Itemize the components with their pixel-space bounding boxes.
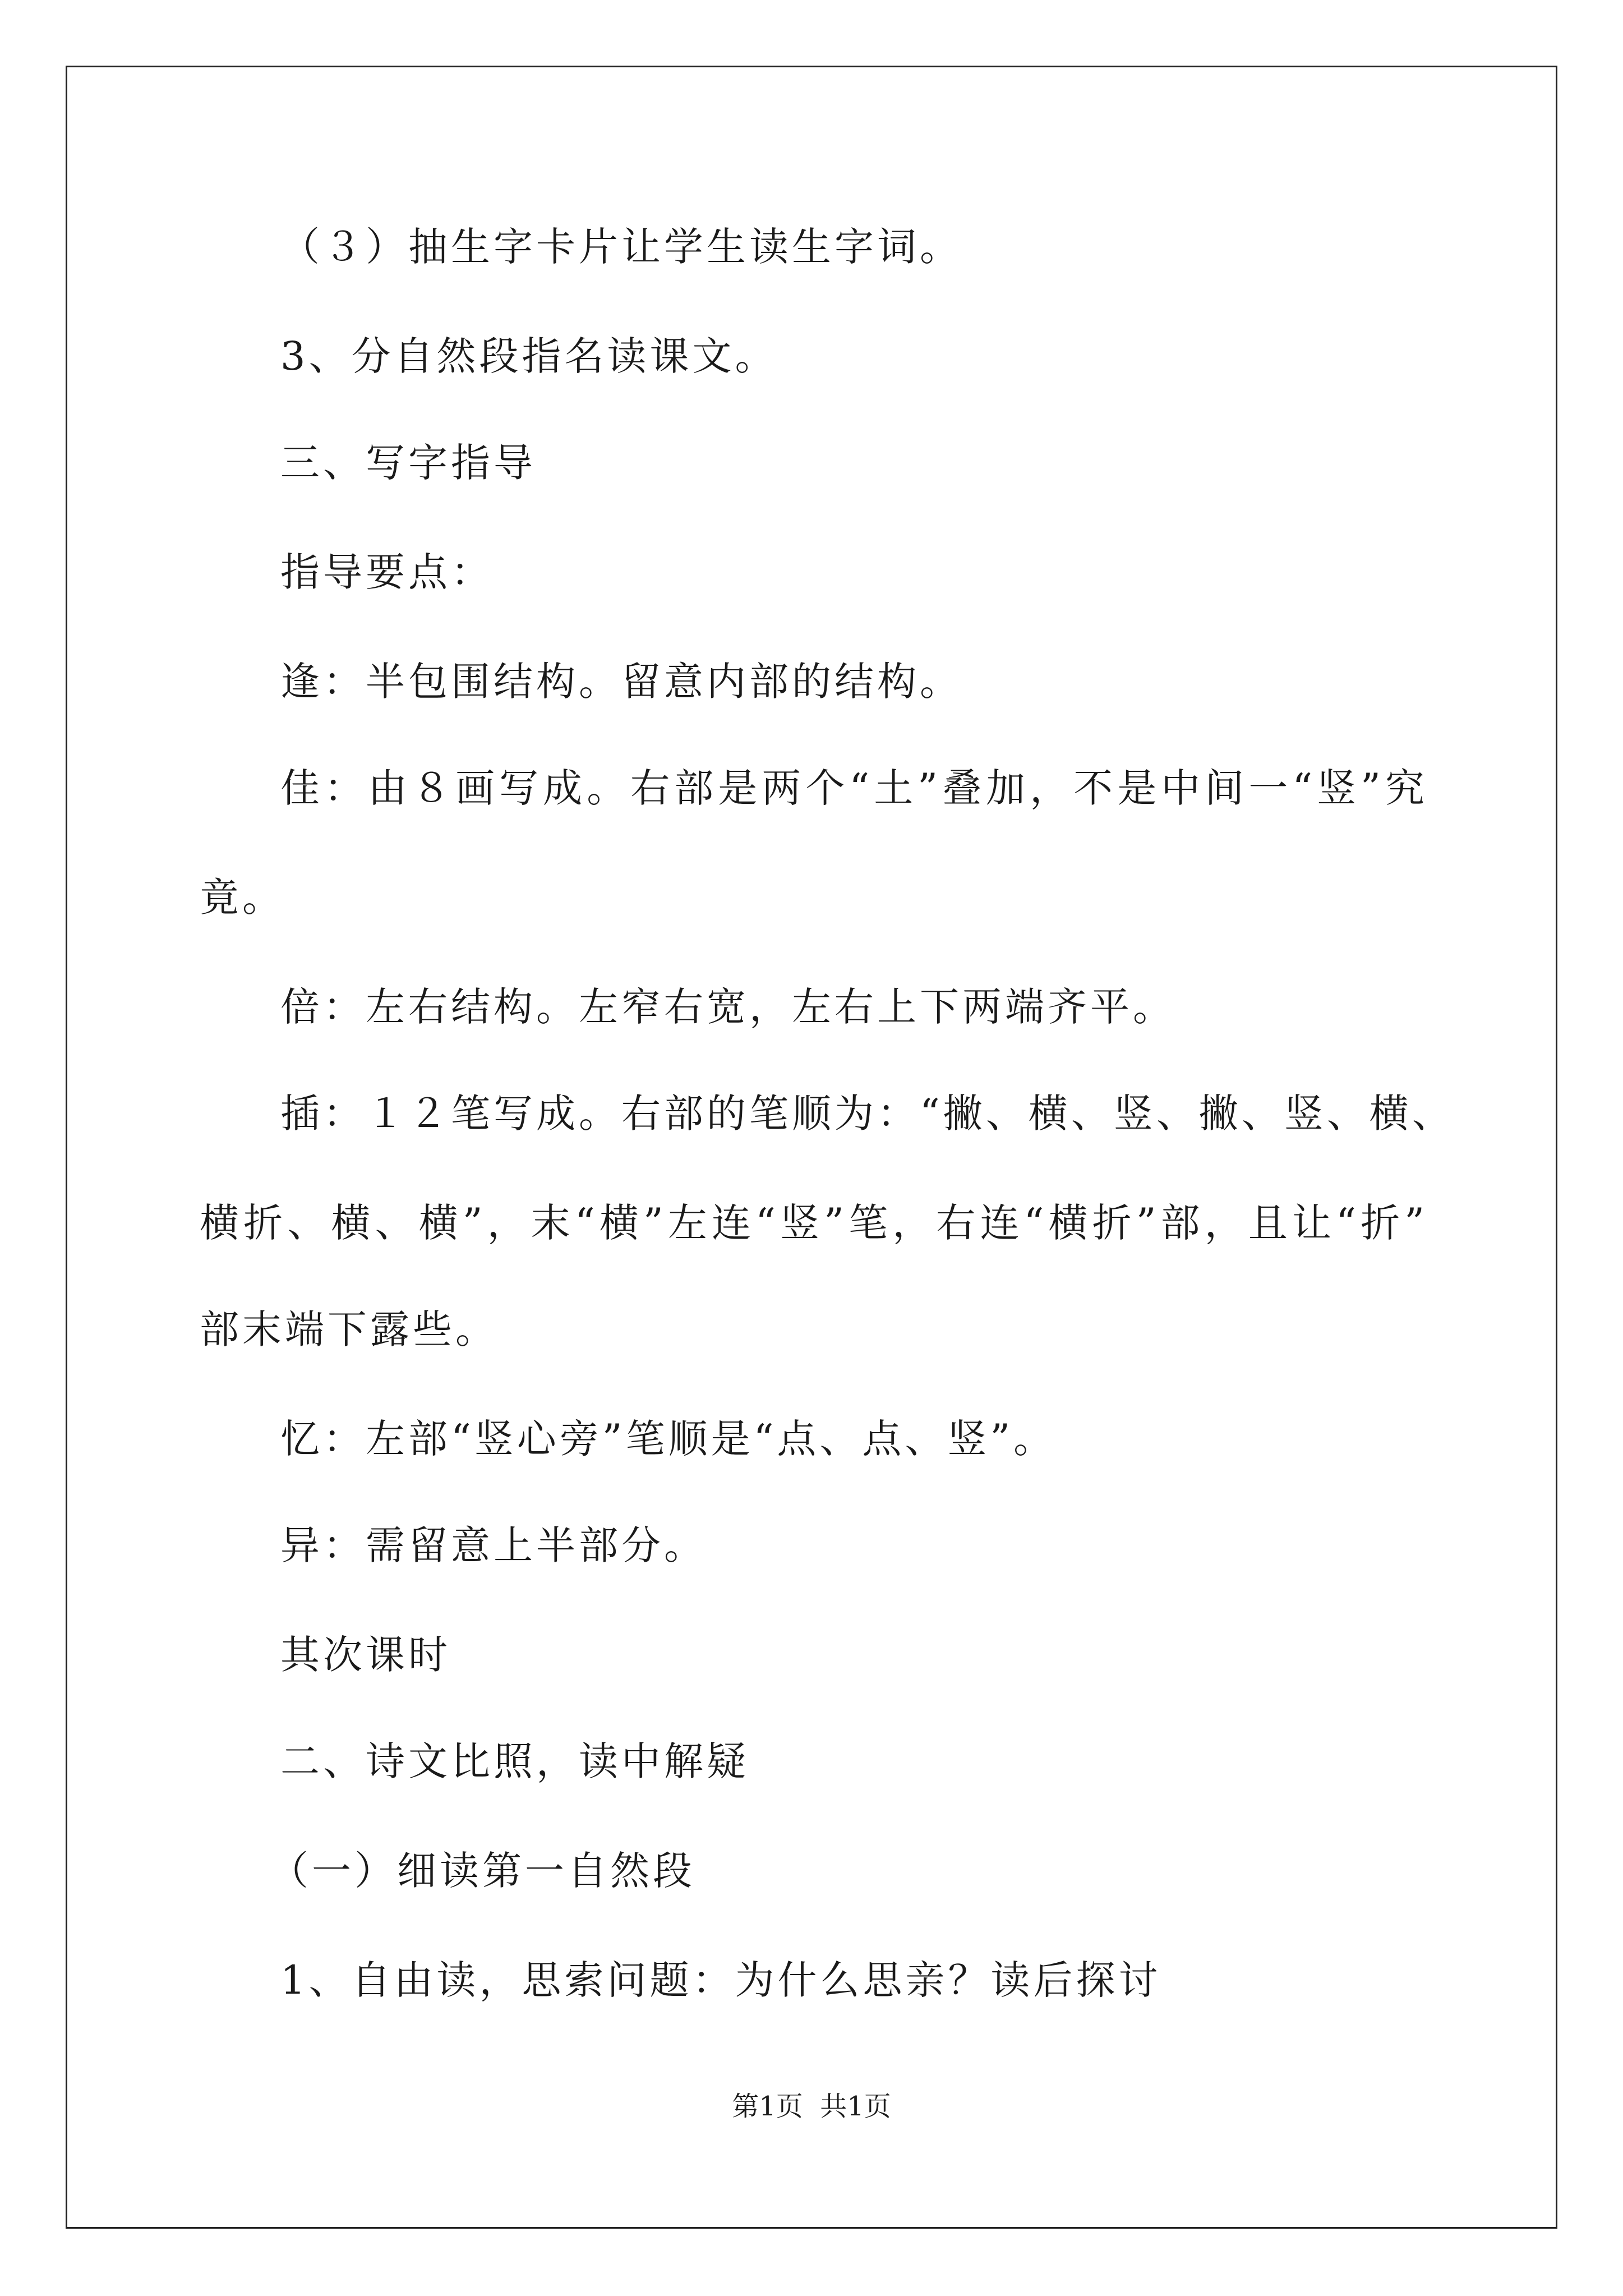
section-heading: 其次课时 <box>280 1632 451 1678</box>
paragraph-line: 指导要点： <box>280 549 494 595</box>
section-heading: 二、诗文比照，读中解疑 <box>280 1738 749 1784</box>
paragraph-line: 1、自由读，思索问题：为什么思亲？读后探讨 <box>280 1957 1161 2003</box>
paragraph-line: 佳：由８画写成。右部是两个“土”叠加，不是中间一“竖”究 <box>280 765 1428 811</box>
paragraph-line: 竟。 <box>200 875 285 921</box>
paragraph-line: 忆：左部“竖心旁”笔顺是“点、点、竖”。 <box>280 1416 1057 1462</box>
section-heading: 三、写字指导 <box>280 440 536 486</box>
paragraph-line: 部末端下露些。 <box>200 1306 498 1352</box>
page-footer: 第1页 共1页 <box>732 2091 891 2122</box>
subsection-heading: （一）细读第一自然段 <box>269 1848 695 1894</box>
paragraph-line: 逢：半包围结构。留意内部的结构。 <box>280 659 962 705</box>
paragraph-line: 倍：左右结构。左窄右宽，左右上下两端齐平。 <box>280 984 1175 1030</box>
paragraph-line: （３）抽生字卡片让学生读生字词。 <box>280 224 962 270</box>
paragraph-line: 异：需留意上半部分。 <box>280 1522 707 1568</box>
page-border <box>66 66 1557 2229</box>
paragraph-line: 插：１２笔写成。右部的笔顺为：“撇、横、竖、撇、竖、横、 <box>280 1091 1455 1137</box>
paragraph-line: 3、分自然段指名读课文。 <box>280 333 778 379</box>
paragraph-line: 横折、横、横”，末“横”左连“竖”笔，右连“横折”部，且让“折” <box>200 1200 1428 1246</box>
